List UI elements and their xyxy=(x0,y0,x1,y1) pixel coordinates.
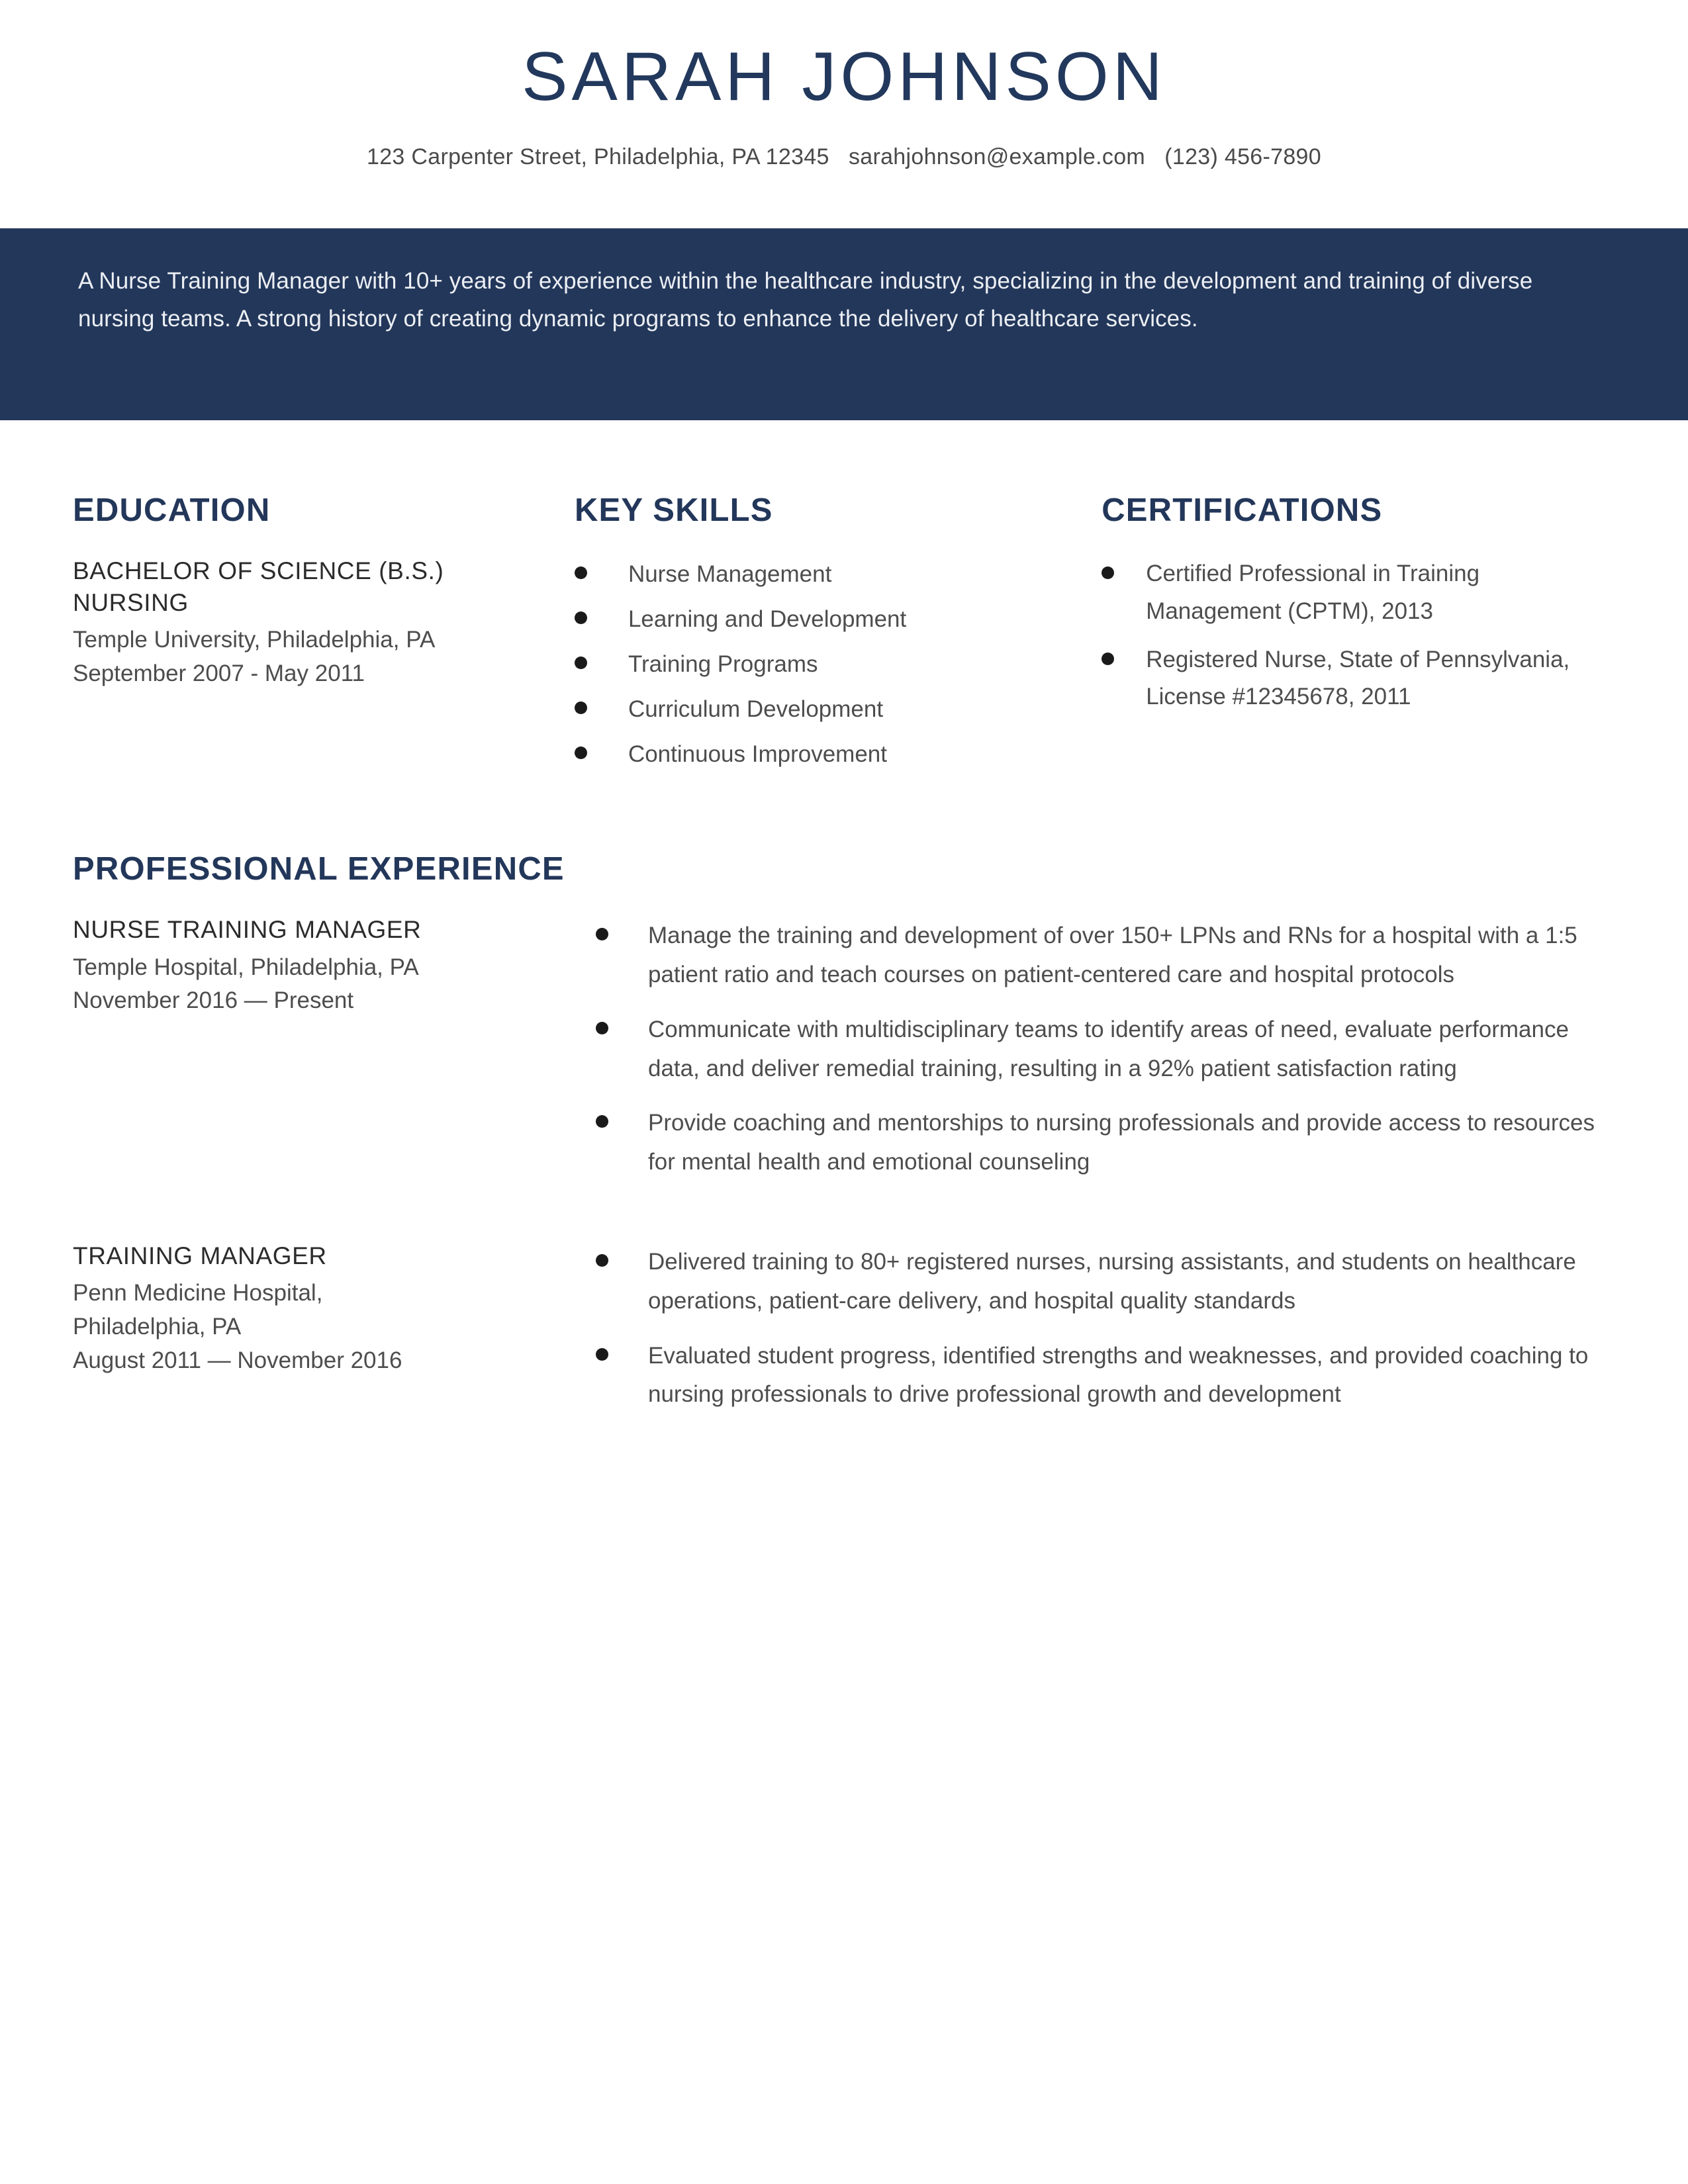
experience-entry xyxy=(73,914,1615,1198)
page-title: SARAH JOHNSON xyxy=(522,38,1166,115)
job-bullet-text: Manage the training and development of over 150+ LPNs and RNs for a hospital with a 1:5 patient ratio and teach courses on patient-centered care and hospital protocols xyxy=(648,923,1577,988)
bullet-icon xyxy=(575,657,587,669)
job-title: TRAINING MANAGER xyxy=(73,1242,327,1270)
professional-experience-heading: PROFESSIONAL EXPERIENCE xyxy=(73,851,565,887)
certifications-list xyxy=(1102,555,1615,716)
job-bullet-text: Delivered training to 80+ registered nurses, nursing assistants, and students on healthcare operations, patient-care delivery, and hospital quality standards xyxy=(648,1249,1576,1314)
job-bullet-list xyxy=(596,1243,1615,1414)
education-entry xyxy=(73,555,555,690)
list-item xyxy=(575,735,1082,774)
bullet-icon xyxy=(596,1348,608,1361)
experience-entry xyxy=(73,1240,1615,1430)
bullet-icon xyxy=(1102,653,1114,665)
key-skill-label: Learning and Development xyxy=(628,606,907,633)
professional-experience-section xyxy=(0,774,1688,1430)
list-item xyxy=(596,1104,1615,1182)
certification-label: Registered Nurse, State of Pennsylvania, License #12345678, 2011 xyxy=(1146,646,1570,710)
job-employer: Penn Medicine Hospital, Philadelphia, PA xyxy=(73,1280,323,1340)
job-dates: November 2016 — Present xyxy=(73,987,354,1014)
experience-entry-bullets xyxy=(596,1240,1615,1430)
job-dates: August 2011 — November 2016 xyxy=(73,1347,402,1373)
certifications-section xyxy=(1102,493,1615,774)
certifications-heading: CERTIFICATIONS xyxy=(1102,492,1383,529)
bullet-icon xyxy=(596,1115,608,1128)
education-heading: EDUCATION xyxy=(73,492,271,529)
bullet-icon xyxy=(1102,567,1114,579)
certification-label: Certified Professional in Training Management (CPTM), 2013 xyxy=(1146,561,1480,625)
key-skill-label: Continuous Improvement xyxy=(628,741,887,767)
experience-entry-meta xyxy=(73,914,596,1198)
bullet-icon xyxy=(575,612,587,624)
key-skill-label: Training Programs xyxy=(628,651,818,677)
list-item xyxy=(575,555,1082,594)
list-item xyxy=(596,1011,1615,1089)
education-degree: BACHELOR OF SCIENCE (B.S.) NURSING xyxy=(73,557,444,616)
education-school: Temple University, Philadelphia, PA xyxy=(73,627,436,653)
contact-line: 123 Carpenter Street, Philadelphia, PA 12345 sarahjohnson@example.com (123) 456-7890 xyxy=(367,144,1321,170)
bullet-icon xyxy=(596,1254,608,1267)
key-skills-list xyxy=(575,555,1082,774)
resume-header xyxy=(0,0,1688,170)
list-item xyxy=(596,1337,1615,1415)
summary-text: A Nurse Training Manager with 10+ years of experience within the healthcare industry, specializing in the development and training of diverse nursing teams. A strong history of creating dynamic programs to enhance the delivery of healthcare services. xyxy=(78,268,1533,332)
professional-summary-band xyxy=(0,228,1688,420)
education-section xyxy=(73,493,575,774)
job-bullet-list xyxy=(596,917,1615,1182)
list-item xyxy=(596,917,1615,995)
key-skill-label: Curriculum Development xyxy=(628,696,884,722)
job-bullet-text: Communicate with multidisciplinary teams to identify areas of need, evaluate performance data, and deliver remedial training, resulting in a 92% patient satisfaction rating xyxy=(648,1016,1569,1081)
list-item xyxy=(1102,641,1615,716)
bullet-icon xyxy=(575,747,587,759)
three-column-row xyxy=(0,420,1688,774)
bullet-icon xyxy=(596,928,608,940)
job-bullet-text: Evaluated student progress, identified strengths and weaknesses, and provided coaching to nursing professionals to drive professional growth and development xyxy=(648,1342,1589,1408)
job-bullet-text: Provide coaching and mentorships to nursing professionals and provide access to resources for mental health and emotional counseling xyxy=(648,1110,1595,1175)
bullet-icon xyxy=(575,702,587,714)
list-item xyxy=(1102,555,1615,630)
education-dates: September 2007 - May 2011 xyxy=(73,660,365,686)
list-item xyxy=(575,645,1082,684)
experience-entry-meta xyxy=(73,1240,596,1430)
key-skills-section xyxy=(575,493,1102,774)
key-skills-heading: KEY SKILLS xyxy=(574,492,773,529)
bullet-icon xyxy=(596,1022,608,1034)
job-employer: Temple Hospital, Philadelphia, PA xyxy=(73,954,419,980)
list-item xyxy=(575,690,1082,729)
list-item xyxy=(575,600,1082,639)
key-skill-label: Nurse Management xyxy=(628,561,832,588)
job-title: NURSE TRAINING MANAGER xyxy=(73,916,422,944)
bullet-icon xyxy=(575,567,587,579)
experience-entry-bullets xyxy=(596,914,1615,1198)
list-item xyxy=(596,1243,1615,1321)
